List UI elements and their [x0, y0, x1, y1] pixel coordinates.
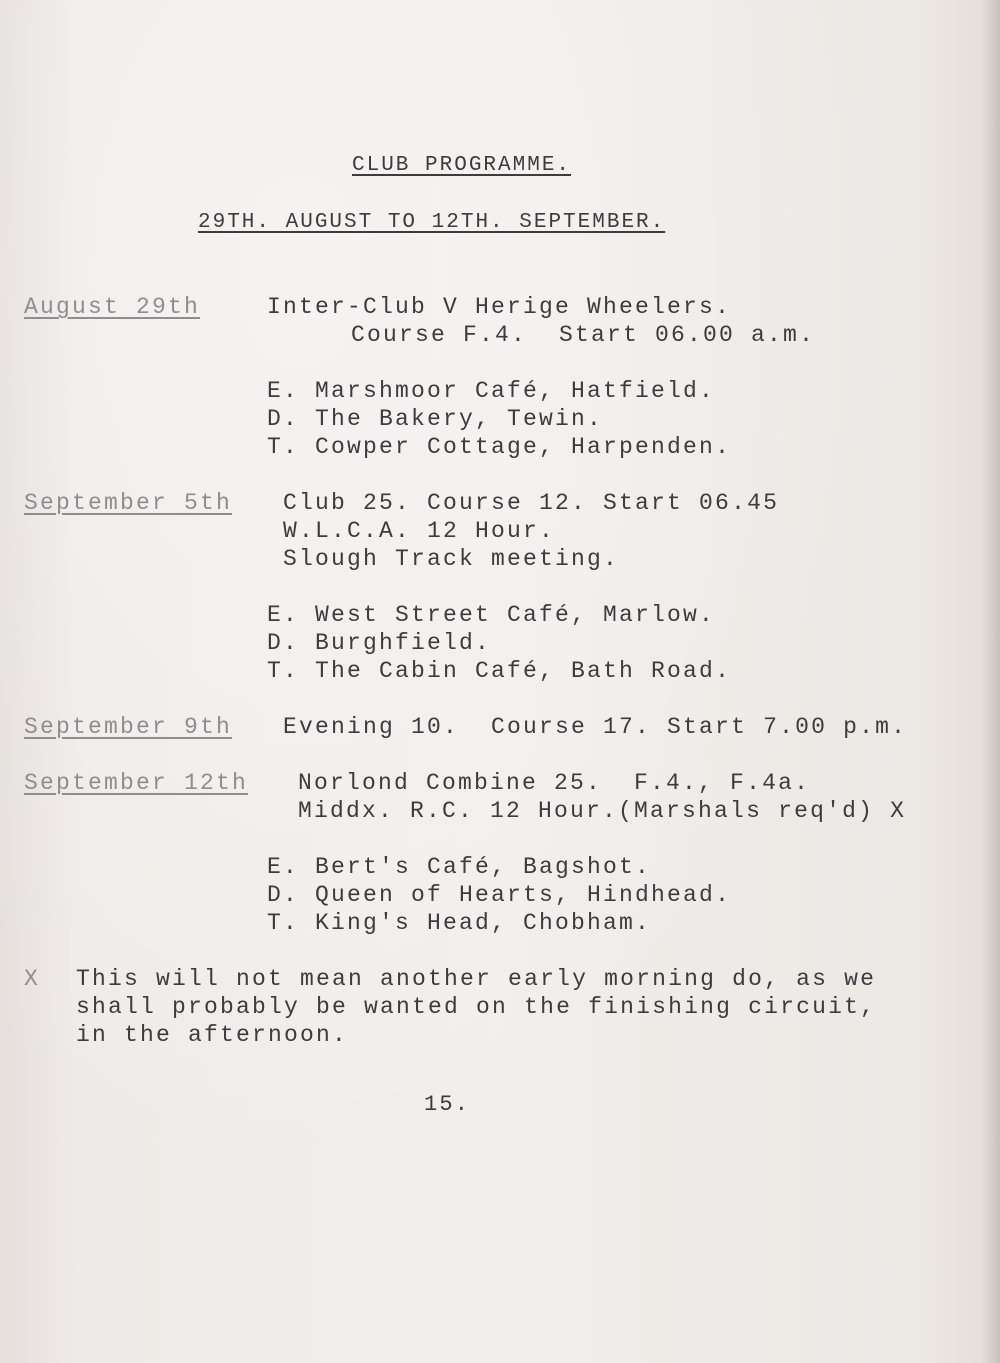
page-edge-shadow [982, 0, 1000, 1363]
entry-line: Norlond Combine 25. F.4., F.4a. [298, 770, 811, 796]
page-title: CLUB PROGRAMME. [352, 154, 572, 177]
page-number: 15. [424, 1092, 471, 1117]
entry-line: Course F.4. Start 06.00 a.m. [351, 322, 816, 348]
page-subtitle: 29TH. AUGUST TO 12TH. SEPTEMBER. [198, 211, 666, 234]
entry-line: Evening 10. Course 17. Start 7.00 p.m. [283, 714, 908, 740]
stop-line: D. The Bakery, Tewin. [267, 406, 604, 432]
stop-line: D. Queen of Hearts, Hindhead. [267, 882, 732, 908]
footnote-marker: X [24, 966, 41, 992]
stop-line: T. King's Head, Chobham. [267, 910, 652, 936]
entry-line: Club 25. Course 12. Start 06.45 [283, 490, 780, 516]
entry-date-sep-5: September 5th [24, 490, 233, 516]
stop-line: T. The Cabin Café, Bath Road. [267, 658, 732, 684]
entry-date-aug-29: August 29th [24, 294, 201, 320]
entry-date-sep-12: September 12th [24, 770, 249, 796]
footnote-line: in the afternoon. [76, 1022, 349, 1048]
entry-line: W.L.C.A. 12 Hour. [283, 518, 556, 544]
entry-line: Inter-Club V Herige Wheelers. [267, 294, 732, 320]
entry-line: Middx. R.C. 12 Hour.(Marshals req'd) X [298, 798, 907, 824]
entry-line: Slough Track meeting. [283, 546, 620, 572]
stop-line: E. Bert's Café, Bagshot. [267, 854, 652, 880]
stop-line: D. Burghfield. [267, 630, 492, 656]
stop-line: E. West Street Café, Marlow. [267, 602, 716, 628]
entry-date-sep-9: September 9th [24, 714, 233, 740]
footnote-line: shall probably be wanted on the finishing circuit, [76, 994, 877, 1020]
footnote-line: This will not mean another early morning do, as we [76, 966, 877, 992]
stop-line: E. Marshmoor Café, Hatfield. [267, 378, 716, 404]
stop-line: T. Cowper Cottage, Harpenden. [267, 434, 732, 460]
